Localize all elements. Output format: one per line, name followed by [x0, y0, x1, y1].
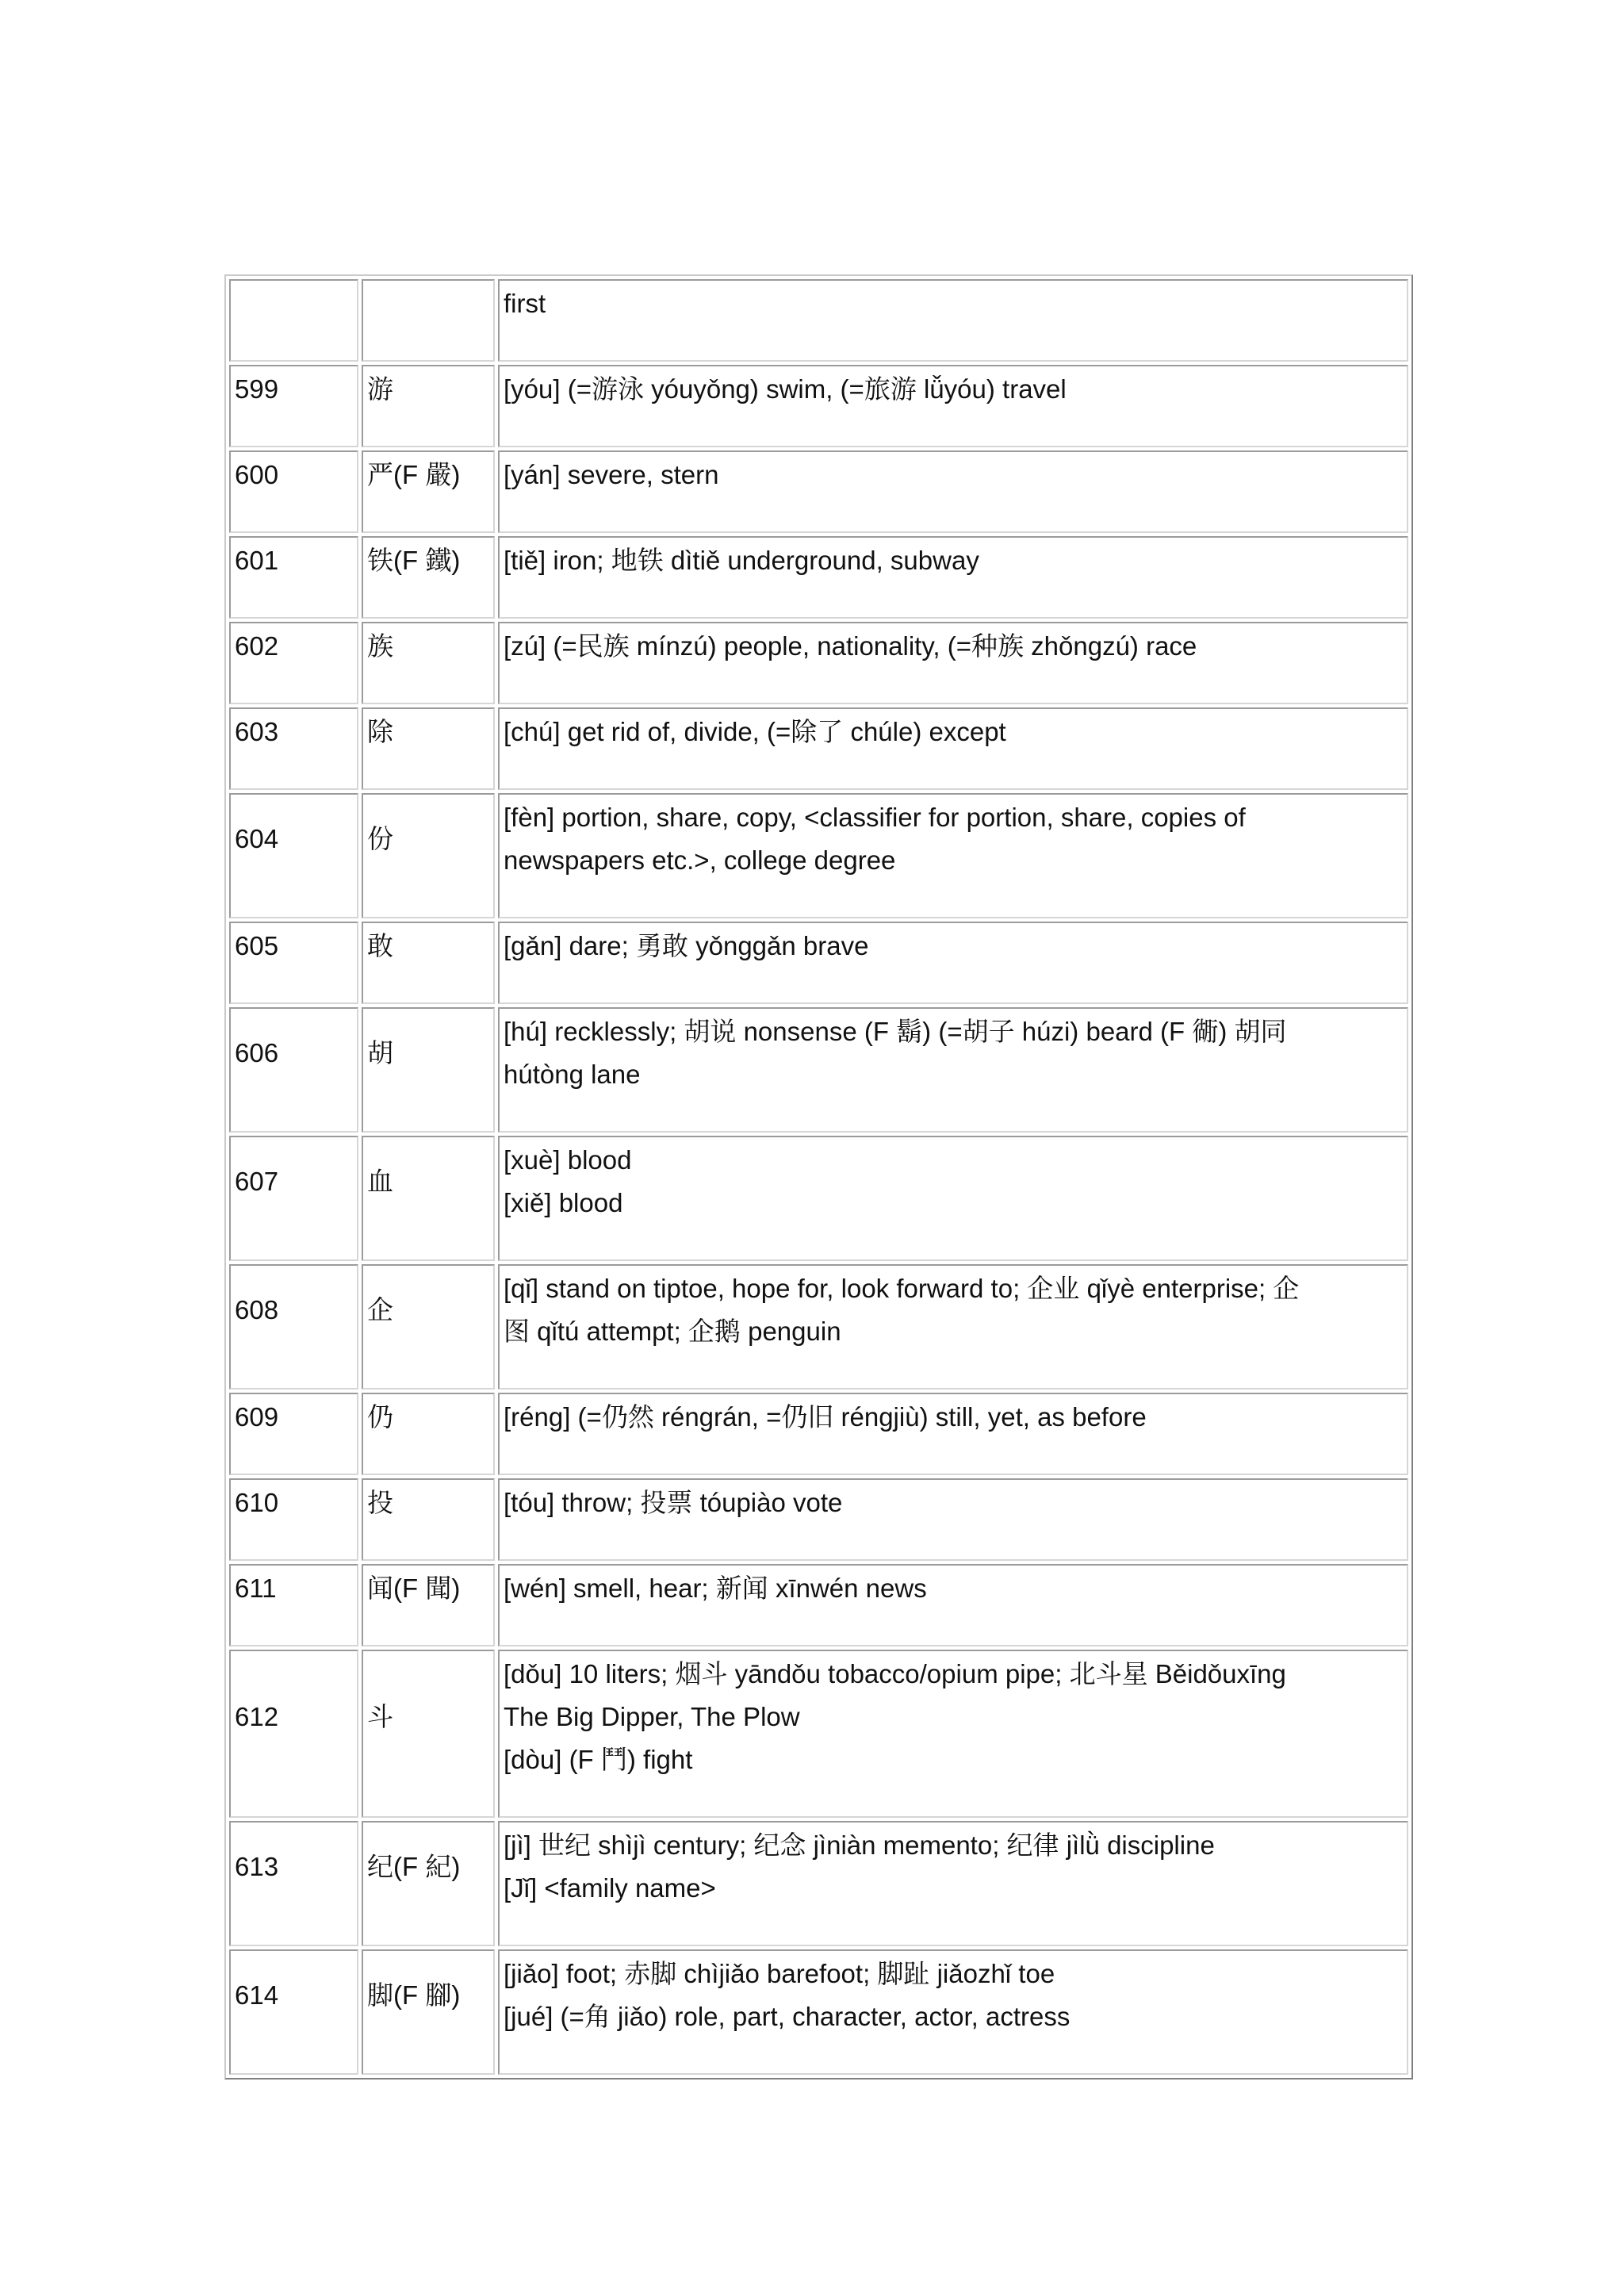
entry-definition: [498, 536, 1408, 619]
definition-line: [jì] 世纪 shìjì century; 纪念 jìniàn memento; 纪律 jìlǜ discipline: [504, 1830, 1215, 1860]
entry-character: 敢: [362, 922, 495, 1004]
entry-number: 601: [229, 536, 358, 619]
entry-number: 605: [229, 922, 358, 1004]
entry-character: 企: [362, 1264, 495, 1389]
entry-character: 投: [362, 1478, 495, 1561]
definition-line: [jué] (=角 jiǎo) role, part, character, actor, actress: [504, 2002, 1071, 2031]
entry-character: 份: [362, 793, 495, 918]
table-row: [229, 1393, 1408, 1475]
definition-line: first: [504, 289, 546, 318]
entry-definition: [498, 1949, 1408, 2075]
entry-character: 严(F 嚴): [362, 450, 495, 533]
entry-character: 除: [362, 707, 495, 790]
entry-number: 611: [229, 1564, 358, 1646]
definition-line: 图 qǐtú attempt; 企鹅 penguin: [504, 1317, 841, 1346]
definition-line: [fèn] portion, share, copy, <classifier for portion, share, copies of: [504, 803, 1246, 832]
definition-line: [wén] smell, hear; 新闻 xīnwén news: [504, 1573, 927, 1603]
table-row: [229, 1650, 1408, 1818]
vocabulary-table: [224, 274, 1413, 2079]
entry-character: 族: [362, 622, 495, 704]
table-row: [229, 450, 1408, 533]
table-row: [229, 1007, 1408, 1133]
entry-definition: [498, 1821, 1408, 1946]
entry-character: 斗: [362, 1650, 495, 1818]
entry-number: 599: [229, 365, 358, 447]
definition-line: [xuè] blood: [504, 1145, 632, 1175]
entry-definition: [498, 1478, 1408, 1561]
definition-line: [tiě] iron; 地铁 dìtiě underground, subway: [504, 546, 979, 575]
entry-character: 游: [362, 365, 495, 447]
entry-definition: [498, 1007, 1408, 1133]
entry-number: 606: [229, 1007, 358, 1133]
table-row: [229, 536, 1408, 619]
definition-line: [chú] get rid of, divide, (=除了 chúle) except: [504, 717, 1006, 746]
entry-definition: [498, 1264, 1408, 1389]
definition-line: [yán] severe, stern: [504, 460, 719, 489]
entry-character: 脚(F 腳): [362, 1949, 495, 2075]
table-row: [229, 1136, 1408, 1261]
table-row: [229, 1821, 1408, 1946]
entry-character: 仍: [362, 1393, 495, 1475]
entry-definition: [498, 1136, 1408, 1261]
entry-number: 602: [229, 622, 358, 704]
entry-definition: [498, 1393, 1408, 1475]
table-row: [229, 365, 1408, 447]
table-row: [229, 1564, 1408, 1646]
entry-number: 600: [229, 450, 358, 533]
definition-line: newspapers etc.>, college degree: [504, 845, 896, 875]
entry-definition: [498, 450, 1408, 533]
definition-line: [yóu] (=游泳 yóuyǒng) swim, (=旅游 lǚyóu) travel: [504, 374, 1067, 404]
entry-character: 纪(F 紀): [362, 1821, 495, 1946]
entry-number: 610: [229, 1478, 358, 1561]
definition-line: [qǐ] stand on tiptoe, hope for, look forward to; 企业 qǐyè enterprise; 企: [504, 1274, 1300, 1303]
entry-character: 铁(F 鐵): [362, 536, 495, 619]
entry-character: [362, 279, 495, 362]
table-row: [229, 1949, 1408, 2075]
definition-line: [dòu] (F 鬥) fight: [504, 1745, 693, 1774]
definition-line: [jiǎo] foot; 赤脚 chìjiǎo barefoot; 脚趾 jiǎozhǐ toe: [504, 1959, 1055, 1988]
entry-number: [229, 279, 358, 362]
definition-line: [tóu] throw; 投票 tóupiào vote: [504, 1488, 843, 1517]
entry-definition: [498, 707, 1408, 790]
entry-definition: [498, 1650, 1408, 1818]
table-row: [229, 279, 1408, 362]
table-row: [229, 793, 1408, 918]
entry-number: 608: [229, 1264, 358, 1389]
definition-line: [hú] recklessly; 胡说 nonsense (F 鬍) (=胡子 húzi) beard (F 衚) 胡同: [504, 1017, 1287, 1046]
entry-number: 613: [229, 1821, 358, 1946]
entry-definition: [498, 922, 1408, 1004]
definition-line: [xiě] blood: [504, 1188, 623, 1217]
definition-line: hútòng lane: [504, 1060, 641, 1089]
entry-definition: [498, 1564, 1408, 1646]
definition-line: [réng] (=仍然 réngrán, =仍旧 réngjiù) still, yet, as before: [504, 1402, 1147, 1432]
definition-line: The Big Dipper, The Plow: [504, 1702, 800, 1731]
entry-character: 胡: [362, 1007, 495, 1133]
entry-definition: [498, 365, 1408, 447]
entry-definition: [498, 279, 1408, 362]
table-row: [229, 707, 1408, 790]
entry-number: 614: [229, 1949, 358, 2075]
entry-character: 血: [362, 1136, 495, 1261]
entry-number: 609: [229, 1393, 358, 1475]
entry-number: 603: [229, 707, 358, 790]
entry-definition: [498, 793, 1408, 918]
definition-line: [dǒu] 10 liters; 烟斗 yāndǒu tobacco/opium pipe; 北斗星 Běidǒuxīng: [504, 1659, 1286, 1688]
entry-character: 闻(F 聞): [362, 1564, 495, 1646]
definition-line: [Jǐ] <family name>: [504, 1873, 716, 1903]
table-row: [229, 922, 1408, 1004]
table-row: [229, 622, 1408, 704]
entry-number: 612: [229, 1650, 358, 1818]
table-row: [229, 1264, 1408, 1389]
entry-definition: [498, 622, 1408, 704]
table-row: [229, 1478, 1408, 1561]
entry-number: 604: [229, 793, 358, 918]
definition-line: [gǎn] dare; 勇敢 yǒnggǎn brave: [504, 931, 869, 960]
definition-line: [zú] (=民族 mínzú) people, nationality, (=种族 zhǒngzú) race: [504, 631, 1197, 661]
entry-number: 607: [229, 1136, 358, 1261]
